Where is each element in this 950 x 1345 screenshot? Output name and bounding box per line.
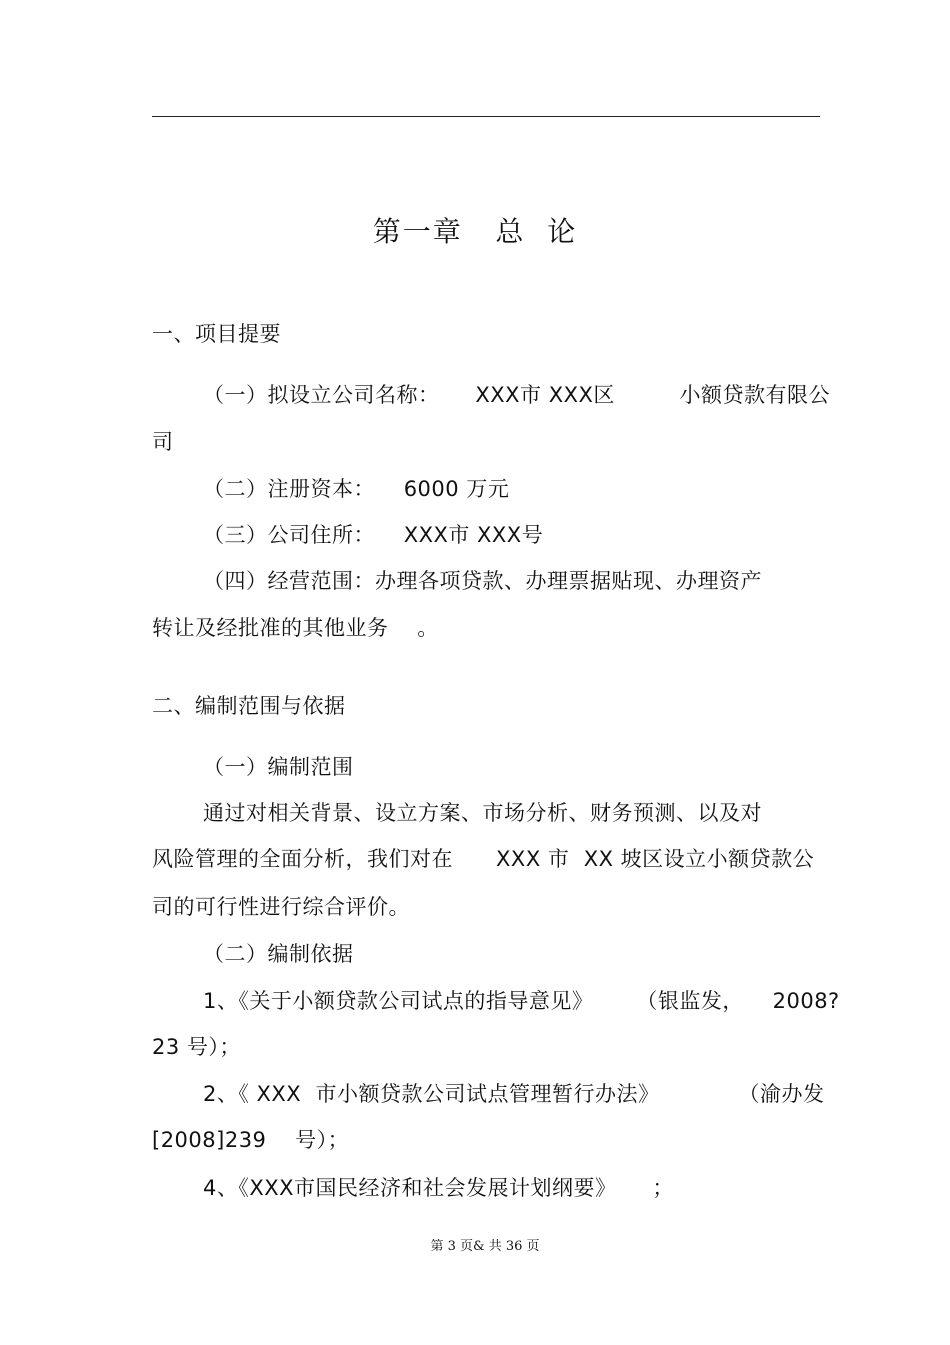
header-rule bbox=[152, 116, 820, 117]
text-line: 风险管理的全面分析，我们对在 XXX 市 XX 坡区设立小额贷款公 bbox=[152, 847, 815, 871]
text-line: 2、《 XXX 市小额贷款公司试点管理暂行办法》 （渝办发 bbox=[203, 1082, 825, 1106]
text-line: （四）经营范围：办理各项贷款、办理票据贴现、办理资产 bbox=[203, 569, 762, 593]
text-line: 1、《关于小额贷款公司试点的指导意见》 （银监发， 2008? bbox=[203, 989, 840, 1013]
text-line: 转让及经批准的其他业务 。 bbox=[152, 616, 439, 640]
text-line: 4、《XXX市国民经济和社会发展计划纲要》 ； bbox=[203, 1176, 674, 1200]
text-line: 通过对相关背景、设立方案、市场分析、财务预测、以及对 bbox=[203, 801, 762, 825]
text-line: 司 bbox=[152, 430, 174, 454]
text-line: 司的可行性进行综合评价。 bbox=[152, 895, 410, 919]
section-heading-1: 一、项目提要 bbox=[152, 322, 281, 346]
text-line: 23 号）； bbox=[152, 1035, 241, 1059]
text-line: （一）拟设立公司名称： XXX市 XXX区 小额贷款有限公 bbox=[203, 383, 830, 407]
text-line: （二）编制依据 bbox=[203, 942, 354, 966]
section-heading-2: 二、编制范围与依据 bbox=[152, 694, 346, 718]
text-line: （二）注册资本： 6000 万元 bbox=[203, 477, 510, 501]
text-line: [2008]239 号）； bbox=[152, 1128, 350, 1152]
text-line: （一）编制范围 bbox=[203, 755, 354, 779]
text-line: （三）公司住所： XXX市 XXX号 bbox=[203, 523, 544, 547]
chapter-title: 第一章 总 论 bbox=[372, 215, 578, 248]
page-footer: 第 3 页& 共 36 页 bbox=[430, 1239, 540, 1254]
